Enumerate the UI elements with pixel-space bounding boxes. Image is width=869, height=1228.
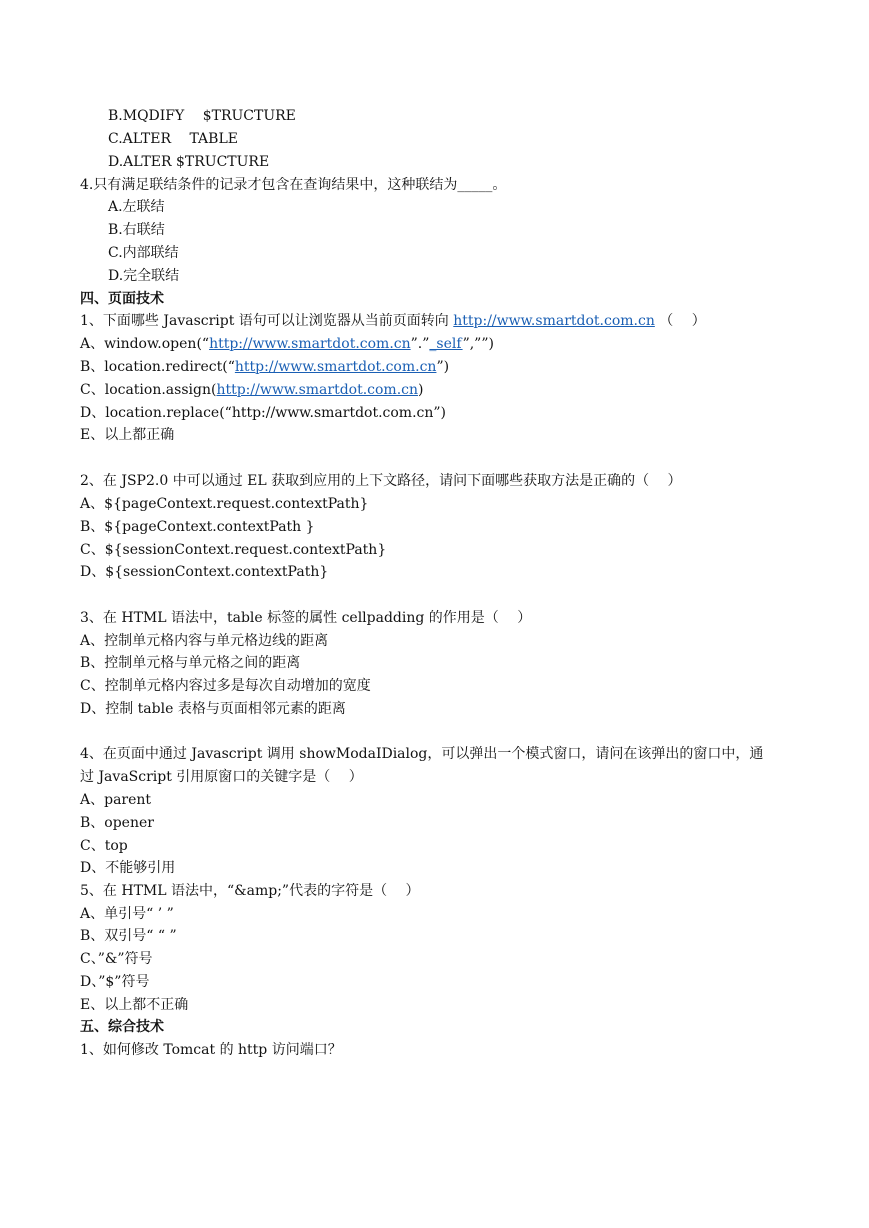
url-link[interactable]: http://www.smartdot.com.cn bbox=[209, 336, 411, 352]
url-link[interactable]: _self bbox=[429, 336, 463, 352]
option-text-part: B、location.redirect(“ bbox=[80, 359, 235, 375]
question-text: 3、在 HTML 语法中，table 标签的属性 cellpadding 的作用是（ ） bbox=[80, 610, 532, 626]
option-text: C、top bbox=[80, 838, 128, 854]
option-text: C、”&”符号 bbox=[80, 951, 153, 967]
option-text: A、控制单元格内容与单元格边线的距离 bbox=[80, 633, 329, 649]
option-text: B.右联结 bbox=[108, 222, 165, 238]
question-text bbox=[80, 311, 706, 331]
option-text: C.内部联结 bbox=[108, 245, 179, 261]
option-text: D、location.replace(“http://www.smartdot.com.cn”) bbox=[80, 405, 447, 421]
option-text: B、${pageContext.contextPath } bbox=[80, 519, 315, 535]
option-text-part: ”.” bbox=[410, 336, 430, 352]
option-text: A.左联结 bbox=[108, 199, 165, 215]
url-link[interactable]: http://www.smartdot.com.cn bbox=[453, 313, 655, 329]
section-heading: 四、页面技术 bbox=[80, 291, 164, 307]
question-text-part: 1、下面哪些 Javascript 语句可以让浏览器从当前页面转向 bbox=[80, 313, 449, 329]
option-text: D.完全联结 bbox=[108, 268, 180, 284]
option-text-part: C、location.assign( bbox=[80, 382, 217, 398]
option-text: C、${sessionContext.request.contextPath} bbox=[80, 542, 387, 558]
option-text-part: ”,””) bbox=[462, 336, 494, 352]
option-text: A、单引号“ ’ ” bbox=[80, 906, 174, 922]
option-text: D、${sessionContext.contextPath} bbox=[80, 564, 329, 580]
option-text bbox=[80, 380, 424, 400]
option-text: E、以上都正确 bbox=[80, 427, 175, 443]
option-text: E、以上都不正确 bbox=[80, 997, 189, 1013]
url-link[interactable]: http://www.smartdot.com.cn bbox=[234, 359, 437, 375]
option-text-part: A、window.open(“ bbox=[80, 336, 210, 352]
option-text: C.ALTER TABLE bbox=[108, 131, 238, 147]
option-text: A、parent bbox=[80, 792, 152, 808]
question-text: 5、在 HTML 语法中，“&amp;”代表的字符是（ ） bbox=[80, 883, 420, 899]
question-text: 1、如何修改 Tomcat 的 http 访问端口？ bbox=[80, 1042, 342, 1058]
question-text: 过 JavaScript 引用原窗口的关键字是（ ） bbox=[80, 769, 363, 785]
option-text: D、不能够引用 bbox=[80, 860, 176, 876]
question-text: 4.只有满足联结条件的记录才包含在查询结果中，这种联结为_____。 bbox=[80, 177, 507, 193]
option-text: B.MQDIFY $TRUCTURE bbox=[108, 108, 296, 124]
option-text: B、控制单元格与单元格之间的距离 bbox=[80, 655, 301, 671]
question-text: 4、在页面中通过 Javascript 调用 showModaIDialog，可以弹出一个模式窗口，请问在该弹出的窗口中，通 bbox=[80, 746, 764, 762]
option-text: D、”$”符号 bbox=[80, 974, 150, 990]
option-text: A、${pageContext.request.contextPath} bbox=[80, 496, 369, 512]
option-text: B、双引号“ “ ” bbox=[80, 928, 177, 944]
option-text-part: ) bbox=[418, 382, 424, 398]
option-text: B、opener bbox=[80, 815, 154, 831]
answer-paren: （ ） bbox=[659, 313, 706, 329]
section-heading: 五、综合技术 bbox=[80, 1019, 164, 1035]
option-text-part: ”) bbox=[436, 359, 450, 375]
question-text: 2、在 JSP2.0 中可以通过 EL 获取到应用的上下文路径，请问下面哪些获取方法是正确的（ ） bbox=[80, 473, 682, 489]
option-text: D、控制 table 表格与页面相邻元素的距离 bbox=[80, 701, 346, 717]
option-text: C、控制单元格内容过多是每次自动增加的宽度 bbox=[80, 678, 371, 694]
option-text bbox=[80, 357, 449, 377]
option-text: D.ALTER $TRUCTURE bbox=[108, 154, 270, 170]
url-link[interactable]: http://www.smartdot.com.cn bbox=[216, 382, 419, 398]
option-text bbox=[80, 334, 494, 354]
